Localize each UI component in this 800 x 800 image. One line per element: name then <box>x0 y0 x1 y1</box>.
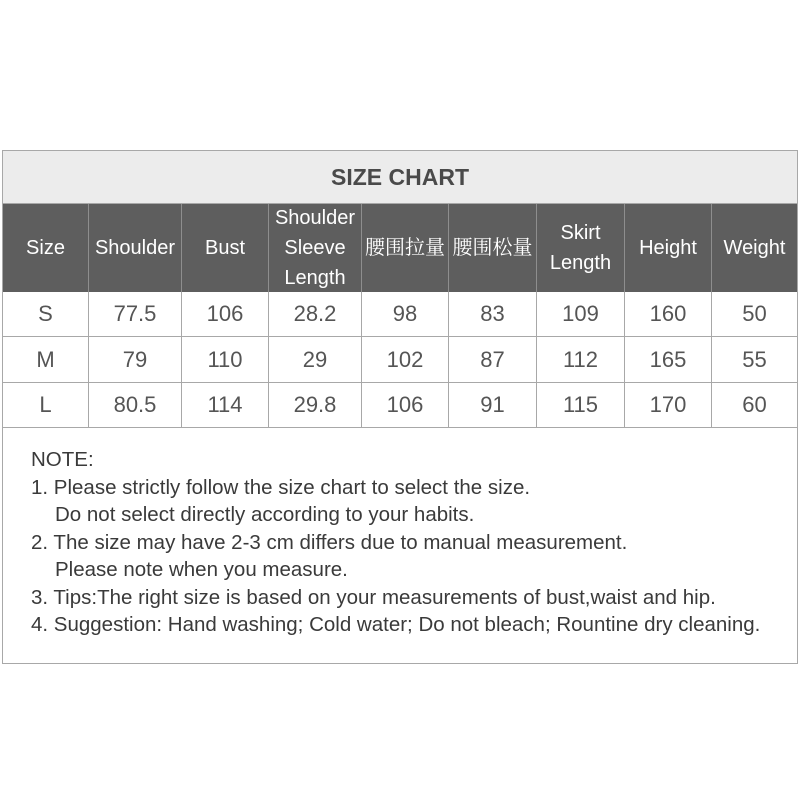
table-cell-size: S <box>3 292 89 336</box>
table-cell: 109 <box>537 292 625 336</box>
table-row <box>3 383 797 428</box>
note-item: 2. The size may have 2-3 cm differs due to manual measurement. <box>31 530 628 554</box>
table-cell-size: L <box>3 383 89 427</box>
table-cell: 110 <box>182 337 269 382</box>
table-cell: 106 <box>362 383 449 427</box>
column-header-bust <box>182 204 269 292</box>
table-cell: 160 <box>625 292 712 336</box>
table-cell: 60 <box>742 392 767 417</box>
table-cell: 87 <box>449 337 537 382</box>
note-item-continuation: Do not select directly according to your habits. <box>55 503 475 526</box>
column-header-label: Bust <box>204 237 246 259</box>
table-row <box>3 337 797 383</box>
column-header-skirt-length <box>537 204 625 292</box>
column-header-shoulder-sleeve-length <box>269 204 362 292</box>
table-cell: 114 <box>182 383 269 427</box>
note-item: 4. Suggestion: Hand washing; Cold water; Do not bleach; Rountine dry cleaning. <box>31 613 761 636</box>
table-cell: 28.2 <box>269 292 362 336</box>
column-header-label: Height <box>639 237 697 259</box>
table-cell: 50 <box>742 301 767 326</box>
note-item: 3. Tips:The right size is based on your measurements of bust,waist and hip. <box>31 585 716 609</box>
column-header-label: Shoulder Sleeve Length <box>274 207 356 289</box>
table-cell: 83 <box>449 292 537 336</box>
size-chart <box>2 150 798 664</box>
table-cell: 91 <box>449 383 537 427</box>
table-cell: 79 <box>89 337 182 382</box>
note-item-continuation: Please note when you measure. <box>55 558 348 581</box>
column-header-label: 腰围拉量 <box>365 237 445 259</box>
column-header-label: 腰围松量 <box>452 237 533 259</box>
note-item: 1. Please strictly follow the size chart to select the size. <box>31 475 531 499</box>
table-cell: 77.5 <box>89 292 182 336</box>
table-cell: 112 <box>537 337 625 382</box>
chart-title: SIZE CHART <box>3 151 797 204</box>
table-cell-size: M <box>3 337 89 382</box>
notes-section <box>3 428 797 663</box>
table-cell: 115 <box>537 383 625 427</box>
column-header-label: Shoulder <box>94 237 176 259</box>
table-cell: 29 <box>269 337 362 382</box>
table-cell: 102 <box>362 337 449 382</box>
table-cell: 55 <box>742 346 767 372</box>
table-cell: 29.8 <box>269 383 362 427</box>
header-row <box>3 204 797 292</box>
column-header-height <box>625 204 712 292</box>
column-header-shoulder <box>89 204 182 292</box>
table-cell: 170 <box>625 383 712 427</box>
table-row <box>3 292 797 337</box>
column-header-label: Weight <box>723 237 786 259</box>
column-header-label: Skirt Length <box>549 222 612 274</box>
column-header-waist-relaxed <box>449 204 537 292</box>
table-cell: 80.5 <box>89 383 182 427</box>
notes-heading: NOTE: <box>31 448 94 471</box>
table-cell: 165 <box>625 337 712 382</box>
column-header-size <box>3 204 89 292</box>
table-cell: 98 <box>362 292 449 336</box>
column-header-waist-stretch <box>362 204 449 292</box>
column-header-label: Size <box>26 237 65 259</box>
table-cell: 106 <box>182 292 269 336</box>
column-header-weight <box>712 204 797 292</box>
